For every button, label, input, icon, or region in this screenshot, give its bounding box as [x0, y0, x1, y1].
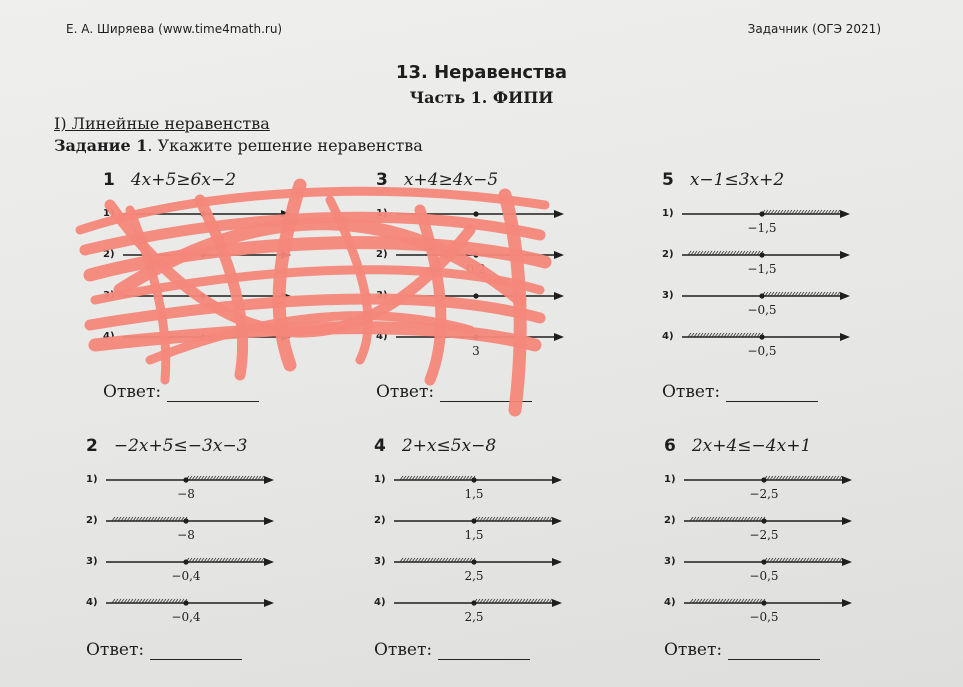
answer-option-2[interactable]: [376, 249, 626, 283]
axis-arrow: [842, 476, 852, 484]
problem-heading: [662, 170, 784, 190]
point-value: 3: [472, 344, 480, 358]
answer-option-3[interactable]: [86, 556, 336, 590]
option-label: 3): [374, 556, 386, 567]
option-label: 3): [86, 556, 98, 567]
axis-arrow: [552, 599, 562, 607]
option-label: 4): [374, 597, 386, 608]
point-marker: [759, 293, 764, 298]
point-marker: [759, 211, 764, 216]
answer-option-1[interactable]: [103, 208, 353, 242]
problem-6: [664, 436, 914, 681]
answer-field[interactable]: [103, 382, 259, 402]
number-line: [106, 515, 276, 529]
option-label: 4): [376, 331, 388, 342]
number-line: [682, 208, 852, 222]
problem-inequality: x−1≤3x+2: [689, 170, 785, 190]
axis-arrow: [281, 210, 291, 218]
point-marker: [473, 334, 478, 339]
answer-blank[interactable]: [726, 387, 818, 402]
option-label: 4): [103, 331, 115, 342]
problem-inequality: 4x+5≥6x−2: [130, 170, 237, 190]
point-marker: [473, 211, 478, 216]
page-subtitle: Часть 1. ФИПИ: [409, 88, 554, 107]
axis-arrow: [554, 292, 564, 300]
option-label: 1): [103, 208, 115, 219]
axis-arrow: [264, 517, 274, 525]
answer-option-1[interactable]: [662, 208, 912, 242]
task-text: . Укажите решение неравенства: [147, 136, 423, 155]
answer-option-2[interactable]: [103, 249, 353, 283]
point-value: −0,5: [749, 610, 779, 624]
page-title: 13. Неравенства: [395, 62, 568, 83]
option-label: 3): [664, 556, 676, 567]
number-line: [396, 331, 566, 345]
number-line: [684, 556, 854, 570]
option-label: 1): [86, 474, 98, 485]
number-line: [394, 474, 564, 488]
point-value: −0,4: [171, 569, 201, 583]
answer-option-3[interactable]: [103, 290, 353, 324]
problem-inequality: 2+x≤5x−8: [401, 436, 497, 456]
axis-arrow: [840, 251, 850, 259]
point-value: −1,5: [747, 262, 777, 276]
point-marker: [761, 600, 766, 605]
option-label: 1): [664, 474, 676, 485]
problem-heading: [664, 436, 811, 456]
answer-option-4[interactable]: [86, 597, 336, 631]
option-label: 4): [664, 597, 676, 608]
problem-heading: [103, 170, 236, 190]
number-line: [682, 290, 852, 304]
point-marker: [183, 600, 188, 605]
point-marker: [471, 559, 476, 564]
number-line: [394, 556, 564, 570]
problem-1: [103, 170, 353, 415]
answer-field[interactable]: [662, 382, 818, 402]
point-marker: [759, 334, 764, 339]
point-value: −1,5: [747, 221, 777, 235]
answer-option-1[interactable]: [376, 208, 626, 242]
axis-arrow: [264, 558, 274, 566]
axis-arrow: [842, 517, 852, 525]
number-line: [394, 515, 564, 529]
number-line: [682, 331, 852, 345]
problem-number: 5: [662, 170, 674, 190]
answer-option-3[interactable]: [662, 290, 912, 324]
point-marker: [471, 477, 476, 482]
option-label: 3): [662, 290, 674, 301]
option-label: 1): [662, 208, 674, 219]
problem-number: 3: [376, 170, 388, 190]
problem-number: 6: [664, 436, 676, 456]
point-marker: [183, 559, 188, 564]
problem-number: 4: [374, 436, 386, 456]
axis-arrow: [842, 599, 852, 607]
answer-option-3[interactable]: [376, 290, 626, 324]
answer-label: Ответ:: [662, 382, 721, 402]
number-line: [396, 208, 566, 222]
option-label: 2): [664, 515, 676, 526]
problem-4: [374, 436, 624, 681]
problem-heading: [376, 170, 498, 190]
answer-option-1[interactable]: [664, 474, 914, 508]
answer-label: Ответ:: [103, 382, 162, 402]
point-marker: [761, 477, 766, 482]
answer-field[interactable]: [86, 640, 242, 660]
axis-arrow: [840, 210, 850, 218]
number-line: [106, 597, 276, 611]
answer-field[interactable]: [664, 640, 820, 660]
answer-blank[interactable]: [440, 387, 532, 402]
problem-inequality: x+4≥4x−5: [403, 170, 499, 190]
axis-arrow: [554, 210, 564, 218]
axis-arrow: [264, 476, 274, 484]
problem-5: [662, 170, 912, 415]
point-value: 2,5: [464, 610, 484, 624]
number-line: [396, 290, 566, 304]
axis-arrow: [281, 251, 291, 259]
point-value: −2,5: [749, 487, 779, 501]
task-label: Задание 1: [54, 136, 148, 155]
answer-option-4[interactable]: [103, 331, 353, 365]
point-marker: [759, 252, 764, 257]
answer-option-4[interactable]: [662, 331, 912, 365]
axis-arrow: [264, 599, 274, 607]
option-label: 2): [376, 249, 388, 260]
answer-option-3[interactable]: [374, 556, 624, 590]
option-label: 2): [86, 515, 98, 526]
answer-field[interactable]: [374, 640, 530, 660]
point-marker: [183, 477, 188, 482]
number-line: [684, 597, 854, 611]
answer-option-4[interactable]: [374, 597, 624, 631]
answer-label: Ответ:: [664, 640, 723, 660]
axis-arrow: [554, 251, 564, 259]
axis-arrow: [552, 558, 562, 566]
point-value: −8: [177, 487, 195, 501]
answer-blank[interactable]: [438, 645, 530, 660]
answer-option-4[interactable]: [376, 331, 626, 365]
book-header: Задачник (ОГЭ 2021): [747, 22, 881, 36]
axis-arrow: [840, 333, 850, 341]
number-line: [123, 331, 293, 345]
task-instruction: [54, 136, 423, 155]
option-label: 1): [374, 474, 386, 485]
point-value: −0,5: [747, 344, 777, 358]
answer-field[interactable]: [376, 382, 532, 402]
answer-option-3[interactable]: [664, 556, 914, 590]
problem-heading: [86, 436, 248, 456]
point-marker: [200, 334, 205, 339]
number-line: [123, 208, 293, 222]
number-line: [106, 556, 276, 570]
point-value: 1,5: [464, 487, 484, 501]
axis-arrow: [281, 333, 291, 341]
axis-arrow: [842, 558, 852, 566]
answer-blank[interactable]: [150, 645, 242, 660]
point-value: 0,2: [466, 262, 486, 276]
number-line: [123, 290, 293, 304]
answer-blank[interactable]: [728, 645, 820, 660]
author-header: Е. А. Ширяева (www.time4math.ru): [66, 22, 283, 36]
number-line: [682, 249, 852, 263]
number-line: [396, 249, 566, 263]
option-label: 4): [662, 331, 674, 342]
problem-number: 2: [86, 436, 98, 456]
point-marker: [471, 600, 476, 605]
problem-inequality: −2x+5≤−3x−3: [113, 436, 248, 456]
problem-3: [376, 170, 626, 415]
section-heading: I) Линейные неравенства: [54, 114, 270, 133]
answer-option-2[interactable]: [662, 249, 912, 283]
answer-option-1[interactable]: [86, 474, 336, 508]
point-marker: [473, 252, 478, 257]
answer-option-2[interactable]: [664, 515, 914, 549]
axis-arrow: [552, 476, 562, 484]
problem-inequality: 2x+4≤−4x+1: [691, 436, 812, 456]
point-marker: [200, 252, 205, 257]
answer-label: Ответ:: [376, 382, 435, 402]
point-value: −0,4: [171, 610, 201, 624]
problem-heading: [374, 436, 496, 456]
number-line: [123, 249, 293, 263]
point-marker: [761, 518, 766, 523]
option-label: 3): [103, 290, 115, 301]
number-line: [684, 515, 854, 529]
option-label: 2): [103, 249, 115, 260]
problem-2: [86, 436, 336, 681]
number-line: [684, 474, 854, 488]
axis-arrow: [554, 333, 564, 341]
answer-label: Ответ:: [86, 640, 145, 660]
point-value: −8: [177, 528, 195, 542]
number-line: [106, 474, 276, 488]
option-label: 3): [376, 290, 388, 301]
problem-number: 1: [103, 170, 115, 190]
option-label: 2): [662, 249, 674, 260]
answer-option-1[interactable]: [374, 474, 624, 508]
point-marker: [761, 559, 766, 564]
answer-blank[interactable]: [167, 387, 259, 402]
point-value: −0,5: [749, 569, 779, 583]
point-marker: [473, 293, 478, 298]
answer-option-2[interactable]: [374, 515, 624, 549]
point-marker: [471, 518, 476, 523]
axis-arrow: [840, 292, 850, 300]
option-label: 1): [376, 208, 388, 219]
point-value: −2,5: [749, 528, 779, 542]
number-line: [394, 597, 564, 611]
axis-arrow: [281, 292, 291, 300]
answer-label: Ответ:: [374, 640, 433, 660]
answer-option-4[interactable]: [664, 597, 914, 631]
point-value: −0,5: [747, 303, 777, 317]
option-label: 2): [374, 515, 386, 526]
axis-arrow: [552, 517, 562, 525]
point-value: 2,5: [464, 569, 484, 583]
point-marker: [183, 518, 188, 523]
point-value: 1,5: [464, 528, 484, 542]
point-marker: [200, 211, 205, 216]
answer-option-2[interactable]: [86, 515, 336, 549]
point-marker: [200, 293, 205, 298]
option-label: 4): [86, 597, 98, 608]
